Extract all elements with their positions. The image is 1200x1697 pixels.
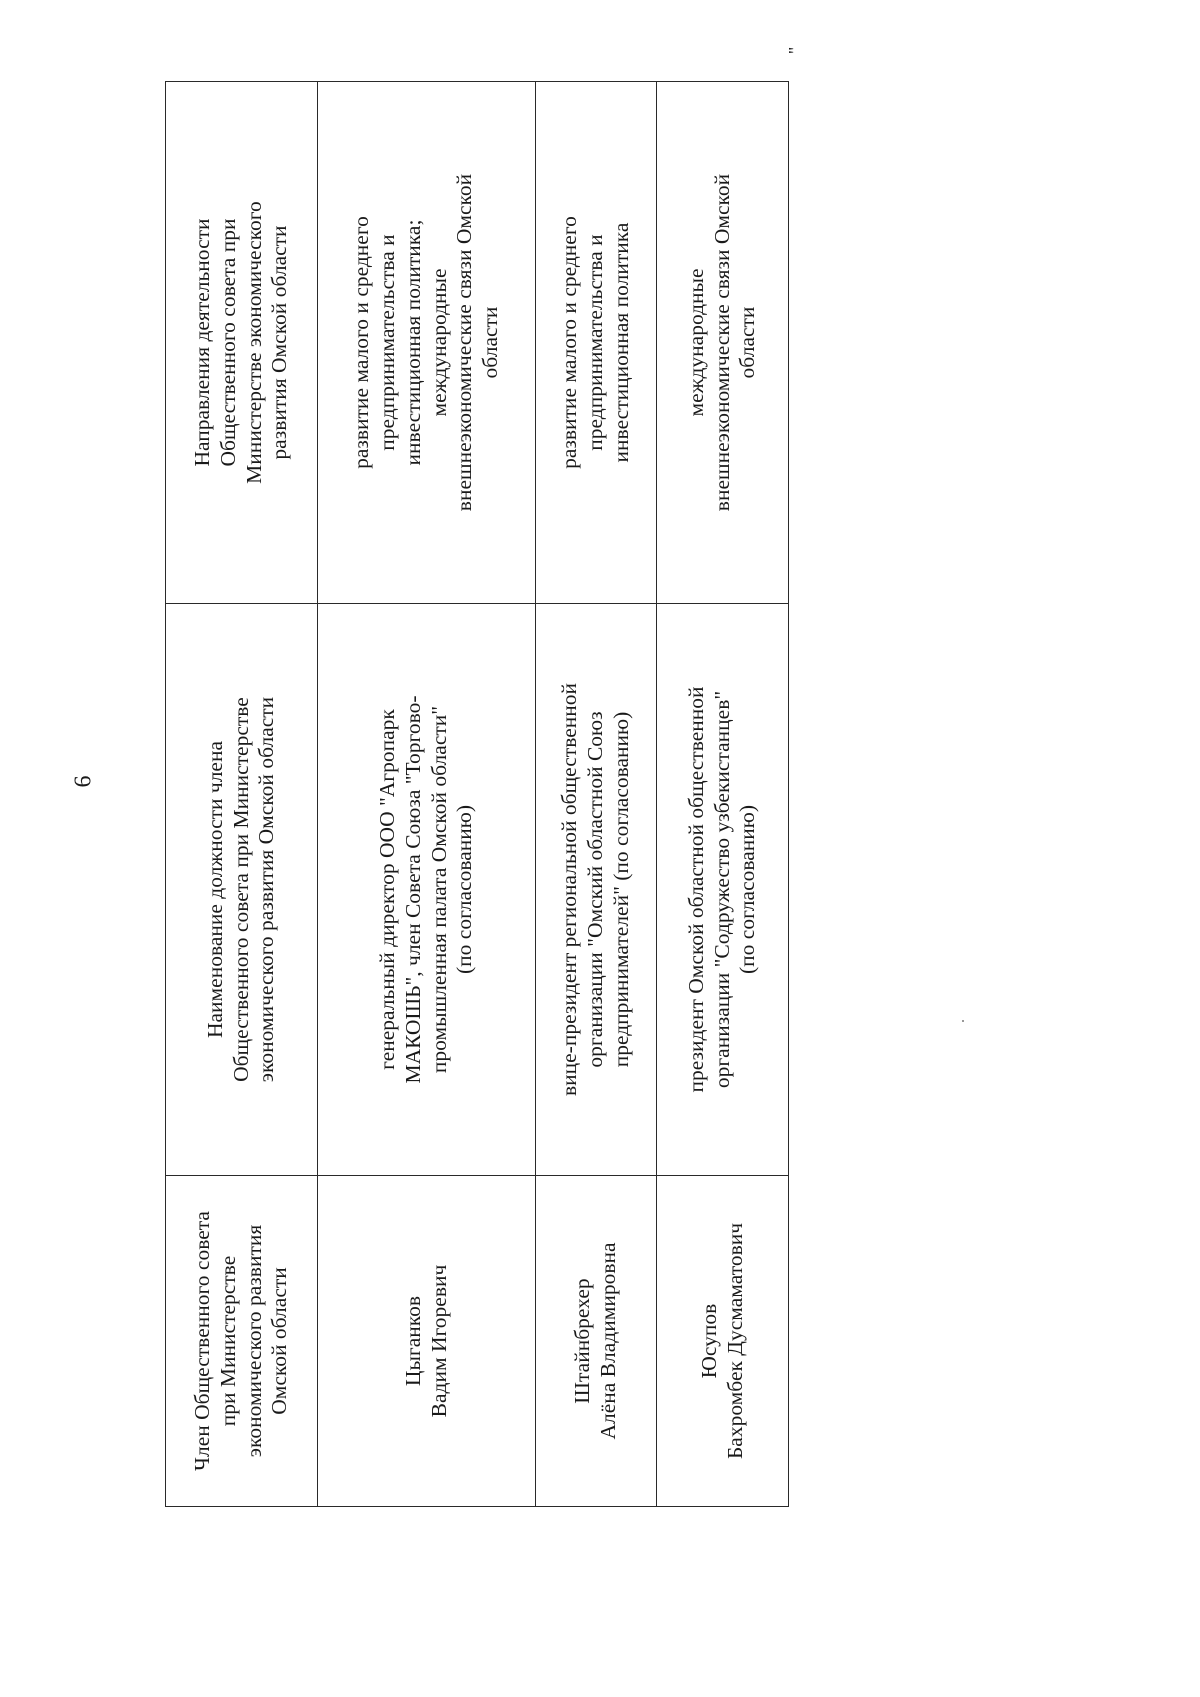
member-name: Цыганков Вадим Игоревич — [318, 1176, 536, 1507]
table-header-row — [166, 82, 318, 1507]
member-position: президент Омской областной общественной организации "Содружество узбекистанцев" (по согласованию) — [657, 604, 789, 1176]
rotated-table-container — [165, 82, 788, 1507]
member-directions: международные внешнеэкономические связи Омской области — [657, 82, 789, 604]
council-members-table-wrapper — [165, 82, 788, 1507]
scan-artifact-dot — [962, 1020, 964, 1022]
member-name: Юсупов Бахромбек Дусмаматович — [657, 1176, 789, 1507]
header-member: Член Общественного совета при Министерстве экономического развития Омской области — [166, 1176, 318, 1507]
member-position: генеральный директор ООО "Агропарк МАКОШЬ", член Совета Союза "Торгово- промышленная палата Омской области" (по согласованию) — [318, 604, 536, 1176]
member-name: Штайнбрехер Алёна Владимировна — [536, 1176, 657, 1507]
member-directions: развитие малого и среднего предпринимательства и инвестиционная политика — [536, 82, 657, 604]
header-position: Наименование должности члена Общественного совета при Министерстве экономического развития Омской области — [166, 604, 318, 1176]
member-directions: развитие малого и среднего предпринимательства и инвестиционная политика; международные внешнеэкономические связи Омской области — [318, 82, 536, 604]
header-directions: Направления деятельности Общественного совета при Министерстве экономического развития Омской области — [166, 82, 318, 604]
page-number: 6 — [70, 775, 97, 788]
member-position: вице-президент региональной общественной организации "Омский областной Союз предпринимателей" (по согласованию) — [536, 604, 657, 1176]
council-members-table — [165, 81, 789, 1507]
quote-mark: " — [785, 46, 806, 55]
table-row — [657, 82, 789, 1507]
table-row — [318, 82, 536, 1507]
table-row — [536, 82, 657, 1507]
